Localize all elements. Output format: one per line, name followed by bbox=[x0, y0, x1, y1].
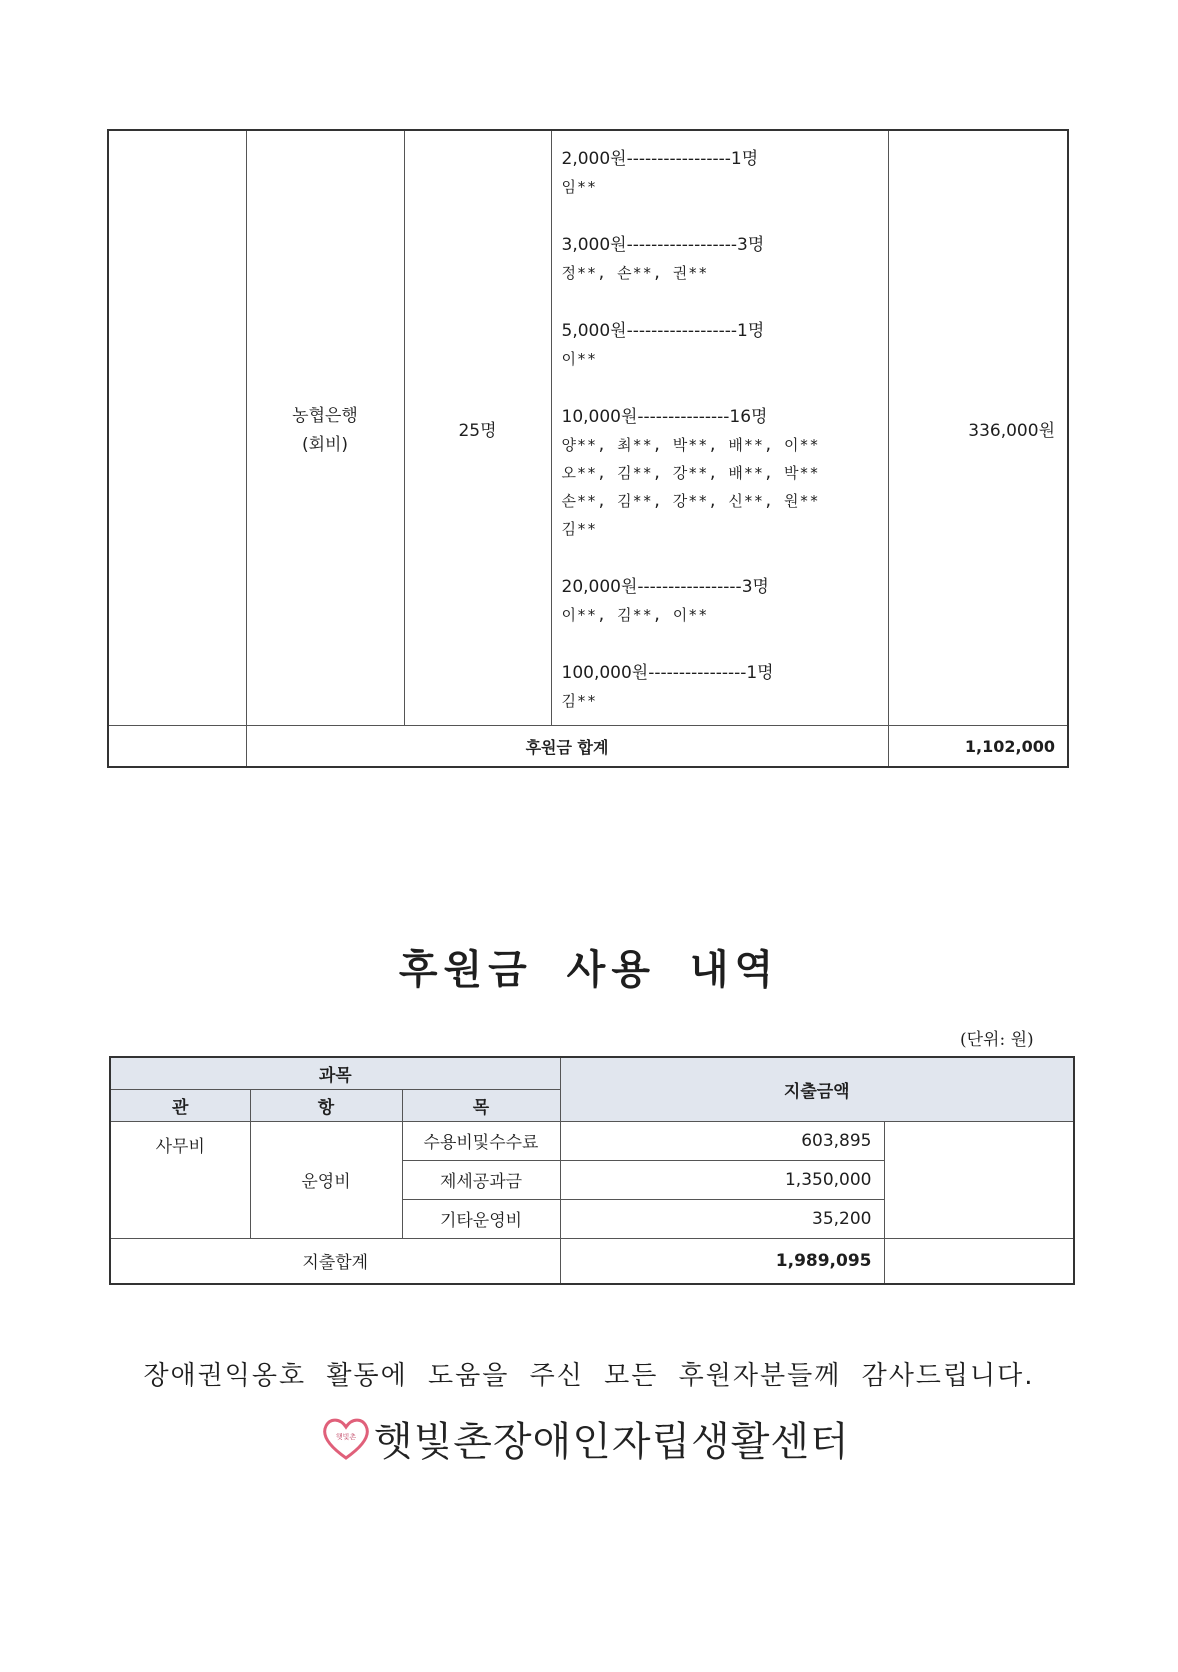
amount-cell: 603,895 bbox=[560, 1121, 884, 1160]
tier-item bbox=[562, 231, 880, 287]
usage-total-value: 1,989,095 bbox=[560, 1238, 884, 1284]
amount-header: 지출금액 bbox=[560, 1057, 1074, 1121]
tier-donors: 양**, 최**, 박**, 배**, 이** 오**, 김**, 강**, 배**, 박** 손**, 김**, 강**, 신**, 원** 김** bbox=[561, 436, 820, 538]
tier-amount: 2,000원-----------------1명 bbox=[561, 149, 759, 169]
empty-cell bbox=[108, 726, 246, 768]
tier-item bbox=[562, 573, 880, 629]
org-name: 햇빛촌장애인자립생활센터 bbox=[374, 1418, 850, 1465]
tier-list bbox=[551, 130, 888, 726]
donation-table bbox=[107, 129, 1069, 768]
subject-header: 과목 bbox=[110, 1057, 560, 1089]
donation-total-value: 1,102,000 bbox=[888, 726, 1068, 768]
usage-total-label: 지출합계 bbox=[110, 1238, 560, 1284]
tier-item bbox=[562, 317, 880, 373]
hang-cell: 운영비 bbox=[250, 1121, 402, 1238]
thanks-message: 장애권익옹호 활동에 도움을 주신 모든 후원자분들께 감사드립니다. bbox=[143, 1361, 1035, 1391]
page-title: 후원금 사용 내역 bbox=[398, 946, 780, 993]
tier-item bbox=[562, 659, 880, 715]
amount-cell: 1,350,000 bbox=[560, 1160, 884, 1199]
tier-donors: 김** bbox=[561, 692, 598, 710]
tier-amount: 10,000원---------------16명 bbox=[561, 407, 768, 427]
tier-amount: 3,000원------------------3명 bbox=[561, 235, 765, 255]
donation-total-row bbox=[108, 726, 1068, 768]
mok-cell: 기타운영비 bbox=[402, 1199, 560, 1238]
tier-amount: 100,000원----------------1명 bbox=[561, 663, 774, 683]
donation-row bbox=[108, 130, 1068, 726]
logo-text: 햇빛촌 bbox=[335, 1433, 357, 1441]
tier-item bbox=[562, 145, 880, 201]
tier-amount: 20,000원-----------------3명 bbox=[561, 577, 769, 597]
mok-cell: 제세공과금 bbox=[402, 1160, 560, 1199]
empty-cell bbox=[884, 1238, 1074, 1284]
empty-cell bbox=[108, 130, 246, 726]
mok-cell: 수용비및수수료 bbox=[402, 1121, 560, 1160]
tier-donors: 임** bbox=[561, 178, 598, 196]
amount-cell: 35,200 bbox=[560, 1199, 884, 1238]
empty-cell bbox=[884, 1121, 1074, 1238]
tier-amount: 5,000원------------------1명 bbox=[561, 321, 765, 341]
account-note: (회비) bbox=[301, 435, 349, 455]
unit-note: (단위: 원) bbox=[960, 1030, 1034, 1050]
tier-item bbox=[562, 403, 880, 543]
account-cell bbox=[246, 130, 404, 726]
header-row bbox=[110, 1057, 1074, 1089]
tier-donors: 이** bbox=[561, 350, 598, 368]
mok-header: 목 bbox=[402, 1089, 560, 1121]
gwan-cell: 사무비 bbox=[110, 1121, 250, 1238]
heart-logo-icon bbox=[320, 1414, 372, 1462]
tier-donors: 정**, 손**, 권** bbox=[561, 264, 709, 282]
donor-count: 25명 bbox=[404, 130, 551, 726]
usage-table bbox=[109, 1056, 1075, 1285]
table-row bbox=[110, 1121, 1074, 1160]
account-name: 농협은행 bbox=[292, 406, 358, 426]
tier-donors: 이**, 김**, 이** bbox=[561, 606, 709, 624]
gwan-header: 관 bbox=[110, 1089, 250, 1121]
org-signature bbox=[320, 1408, 850, 1468]
donation-amount: 336,000원 bbox=[888, 130, 1068, 726]
hang-header: 항 bbox=[250, 1089, 402, 1121]
usage-total-row bbox=[110, 1238, 1074, 1284]
donation-total-label: 후원금 합계 bbox=[246, 726, 888, 768]
